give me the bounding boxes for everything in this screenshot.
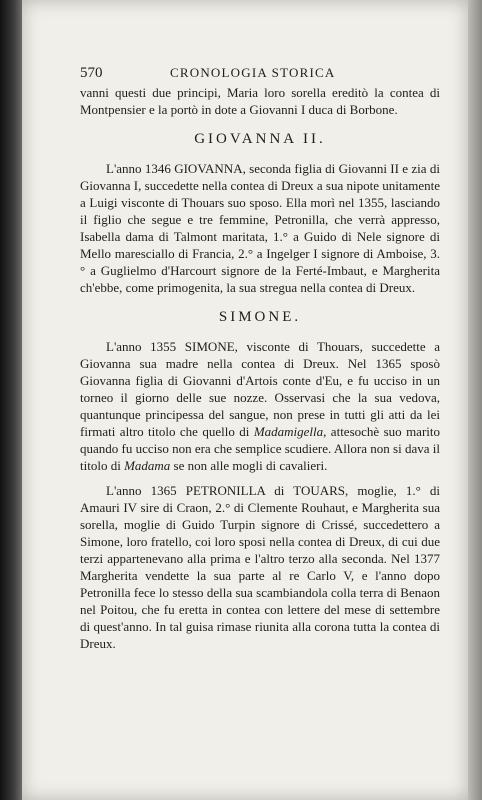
book-binding bbox=[0, 0, 22, 800]
running-title: CRONOLOGIA STORICA bbox=[170, 65, 336, 80]
intro-paragraph: vanni questi due principi, Maria loro sorella ereditò la contea di Montpensier e la portò in dote a Giovanni I duca di Borbone. bbox=[80, 85, 440, 117]
heading-simone: SIMONE. bbox=[218, 309, 302, 325]
paragraph-simone bbox=[80, 338, 440, 474]
simone-emphasis-madamigella: Madamigella bbox=[253, 424, 324, 439]
page-edge bbox=[468, 0, 482, 800]
paragraph-gap bbox=[80, 474, 440, 482]
page-number: 570 bbox=[80, 65, 103, 81]
running-header bbox=[80, 64, 440, 82]
simone-text-b: , attesochè suo marito quando fu ucciso non era che semplice scudiere. Allora non si dava il titolo di bbox=[80, 424, 441, 473]
simone-text-c: se non alle mogli di cavalieri. bbox=[170, 458, 328, 473]
simone-emphasis-madama: Madama bbox=[124, 458, 171, 473]
page-text bbox=[80, 64, 440, 652]
simone-text-a: L'anno 1355 SIMONE, visconte di Thouars, succedette a Giovanna sua madre nella contea di Dreux. Nel 1365 sposò Giovanna figlia di Giovanni d'Artois conte d'Eu, e fu ucciso in un torneo il giorno delle sue nozze. Osservasi che la sua vedova, quantunque principessa del sangue, non prese in tutti gli atti da lei firmati altro titolo che quello di bbox=[80, 339, 440, 439]
paragraph-giovanna: L'anno 1346 GIOVANNA, seconda figlia di Giovanni II e zia di Giovanna I, succedette nella contea di Dreux a sua nipote unitamente a Luigi visconte di Thouars suo sposo. Ella morì nel 1355, lasciando il figlio che segue e tre femmine, Petronilla, che verrà appresso, Isabella dama di Talmont maritata, 1.° a Guido di Nele signore di Mello maresciallo di Francia, 2.° a Ingelger I signore di Amboise, 3.° a Guglielmo d'Harcourt signore de la Ferté-Imbaut, e Margherita ch'ebbe, come primogenita, la sua stregua nella contea di Dreux. bbox=[80, 161, 440, 295]
paragraph-petronilla: L'anno 1365 PETRONILLA di TOUARS, moglie, 1.° di Amauri IV sire di Craon, 2.° di Clemente Rouhaut, e Margherita sua sorella, moglie di Guido Turpin signore di Crissé, succedettero a Simone, loro fratello, coi loro sposi nella contea di Dreux, di cui due terzi appartenevano alla prima e l'altro terzo alla seconda. Nel 1377 Margherita vendette la sua parte al re Carlo V, e l'anno dopo Petronilla fece lo stesso della sua scambiandola colla terra di Benaon nel Poitou, che fu eretta in contea con lettere del mese di settembre di quest'anno. In tal guisa rimase riunita alla corona tutta la contea di Dreux. bbox=[80, 483, 440, 651]
heading-giovanna: GIOVANNA II. bbox=[194, 131, 326, 147]
